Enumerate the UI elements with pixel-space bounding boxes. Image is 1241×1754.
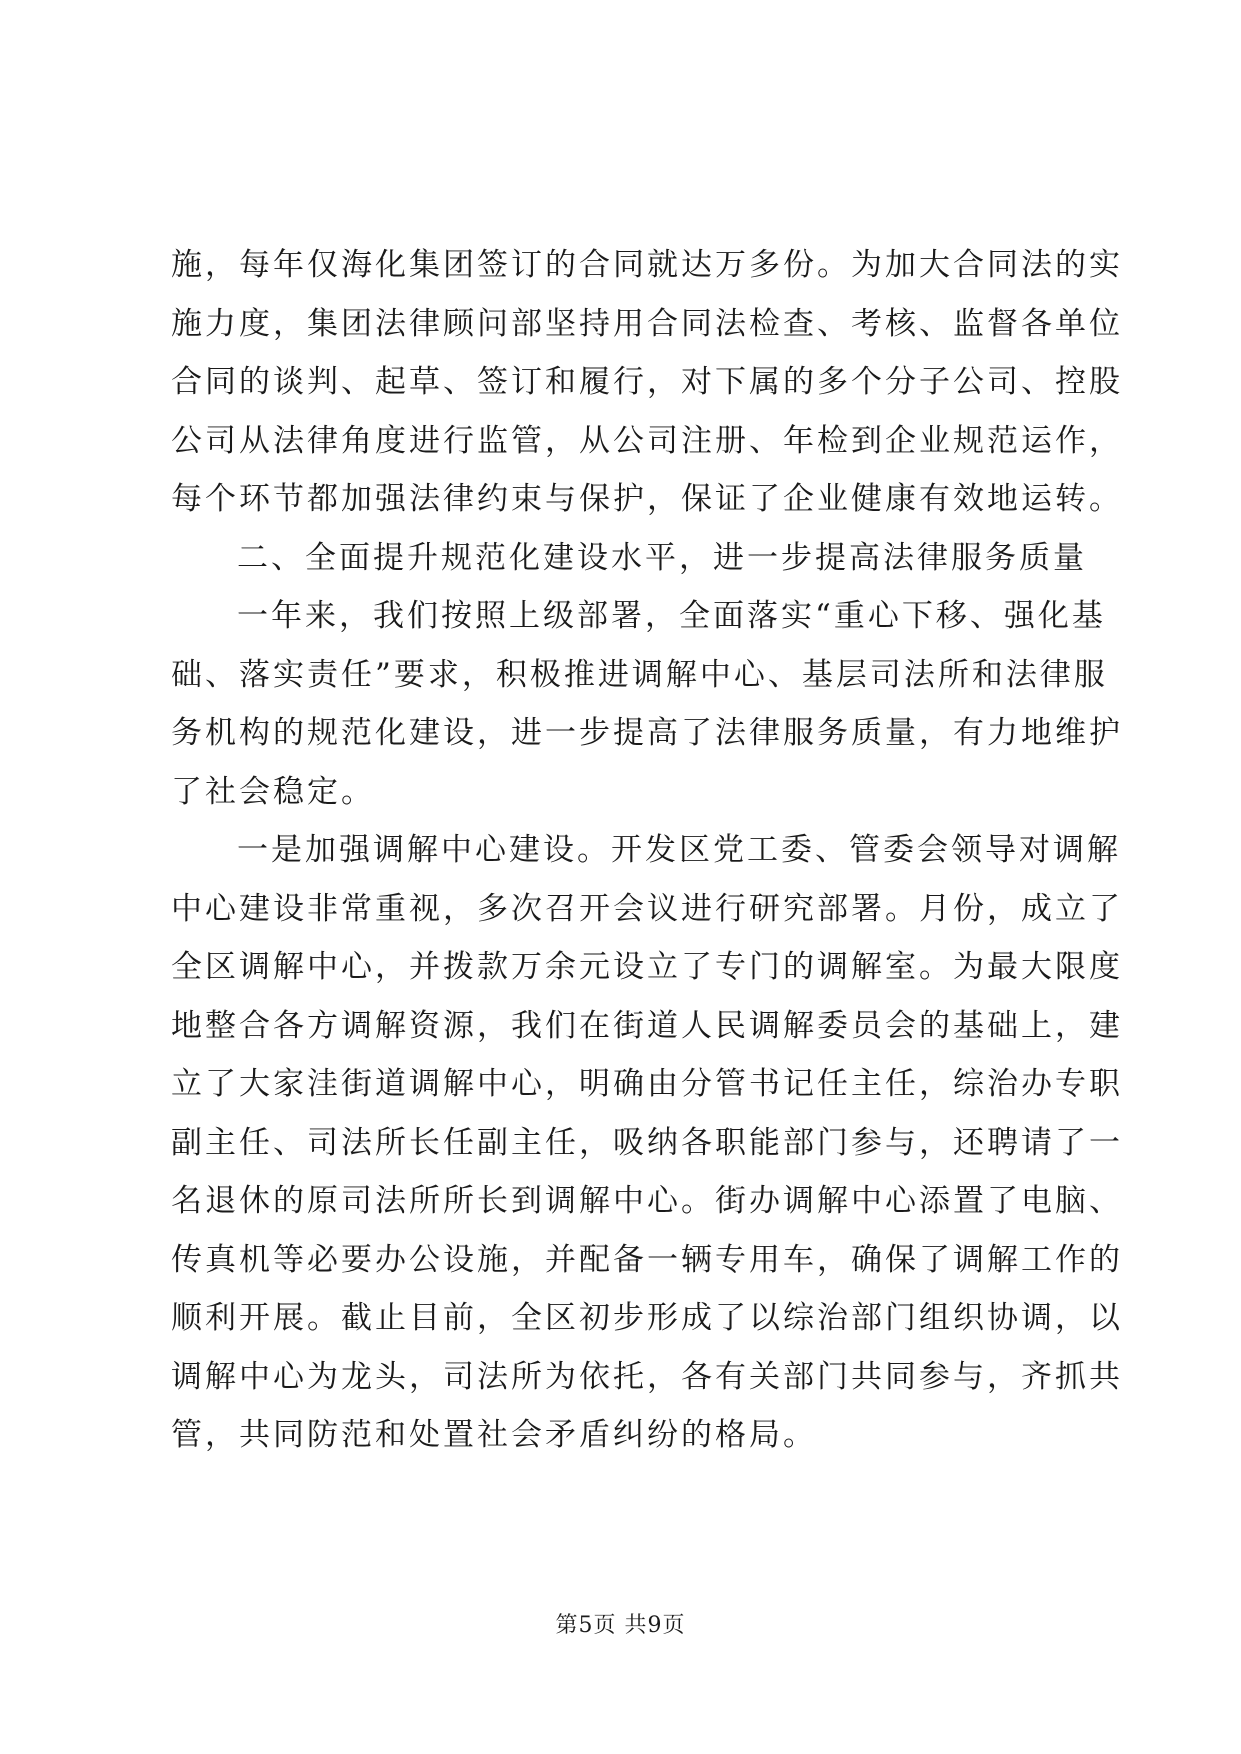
text-line: 施力度，集团法律顾问部坚持用合同法检查、考核、监督各单位 [171,305,1123,342]
page-number-footer: 第5页 共9页 [555,1613,686,1638]
text-line: 管，共同防范和处置社会矛盾纠纷的格局。 [171,1417,817,1453]
text-line: 础、落实责任”要求，积极推进调解中心、基层司法所和法律服 [171,656,1108,693]
text-line: 了社会稳定。 [171,773,375,810]
text-line: 一年来，我们按照上级部署，全面落实“重心下移、强化基 [237,598,1106,634]
text-line: 公司从法律角度进行监管，从公司注册、年检到企业规范运作， [171,422,1123,459]
text-line: 副主任、司法所长任副主任，吸纳各职能部门参与，还聘请了一 [171,1124,1123,1161]
text-line: 地整合各方调解资源，我们在街道人民调解委员会的基础上，建 [171,1007,1123,1044]
section-heading: 二、全面提升规范化建设水平，进一步提高法律服务质量 [237,539,1087,576]
text-line: 调解中心为龙头，司法所为依托，各有关部门共同参与，齐抓共 [171,1358,1123,1395]
text-line: 立了大家洼街道调解中心，明确由分管书记任主任，综治办专职 [171,1066,1123,1102]
text-line: 一是加强调解中心建设。开发区党工委、管委会领导对调解 [237,832,1121,868]
text-line: 合同的谈判、起草、签订和履行，对下属的多个分子公司、控股 [171,364,1123,400]
document-body [171,236,1123,1465]
text-line: 全区调解中心，并拨款万余元设立了专门的调解室。为最大限度 [171,949,1123,985]
text-line: 顺利开展。截止目前，全区初步形成了以综治部门组织协调，以 [171,1300,1123,1336]
text-line: 每个环节都加强法律约束与保护，保证了企业健康有效地运转。 [171,481,1123,517]
text-line: 务机构的规范化建设，进一步提高了法律服务质量，有力地维护 [171,715,1123,751]
text-line: 名退休的原司法所所长到调解中心。街办调解中心添置了电脑、 [171,1183,1123,1219]
text-line: 传真机等必要办公设施，并配备一辆专用车，确保了调解工作的 [171,1241,1123,1278]
text-line: 中心建设非常重视，多次召开会议进行研究部署。月份，成立了 [171,890,1123,927]
text-line: 施，每年仅海化集团签订的合同就达万多份。为加大合同法的实 [171,247,1123,283]
